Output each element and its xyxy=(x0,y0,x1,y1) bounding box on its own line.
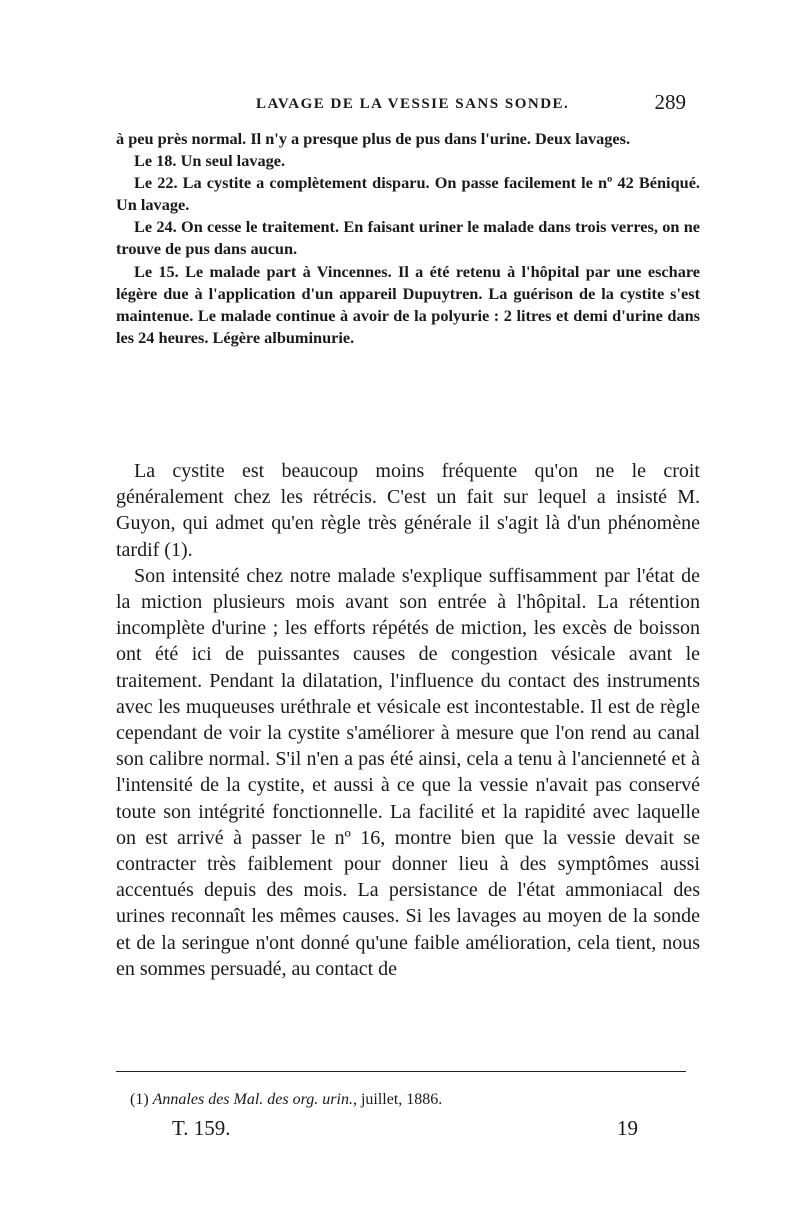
running-title: LAVAGE DE LA VESSIE SANS SONDE. xyxy=(256,96,570,112)
sheet-number: 19 xyxy=(617,1116,638,1140)
case-note-continuation: à peu près normal. Il n'y a presque plus de pus dans l'urine. Deux lavages. xyxy=(116,129,631,148)
running-head xyxy=(116,86,686,120)
footnote xyxy=(130,1091,442,1109)
signature-mark: T. 159. xyxy=(172,1116,231,1140)
discussion-paragraph: La cystite est beaucoup moins fréquente qu'on ne le croit généralement chez les rétrécis. C'est un fait sur lequel a insisté M. Guyon, qui admet qu'en règle très générale il s'agit là d'un phénomène tardif (1). xyxy=(116,460,700,561)
case-note-entry: Le 18. Un seul lavage. xyxy=(134,151,286,171)
case-note-entry: Le 24. On cesse le traitement. En faisant uriner le malade dans trois verres, on ne trouve de pus dans aucun. xyxy=(116,217,700,259)
footnote-journal: Annales des Mal. des org. urin. xyxy=(152,1091,353,1108)
footnote-rule xyxy=(116,1071,686,1072)
page-number: 289 xyxy=(654,90,686,114)
case-note-entry: Le 15. Le malade part à Vincennes. Il a été retenu à l'hôpital par une eschare légère due à l'application d'un appareil Dupuytren. La guérison de la cystite s'est maintenue. Le malade continue à avoir de la polyurie : 2 litres et demi d'urine dans les 24 heures. Légère albuminurie. xyxy=(116,261,700,347)
case-notes xyxy=(116,128,700,349)
discussion-paragraph: Son intensité chez notre malade s'explique suffisamment par l'état de la miction plusieurs mois avant son entrée à l'hôpital. La rétention incomplète d'urine ; les efforts répétés de miction, les excès de boisson ont été ici de puissantes causes de congestion vésicale avant le traitement. Pendant la dilatation, l'influence du contact des instruments avec les muqueuses uréthrale et vésicale est incontestable. Il est de règle cependant de voir la cystite s'améliorer à mesure que l'on rend au canal son calibre normal. S'il n'en a pas été ainsi, cela a tenu à l'ancienneté et à l'intensité de la cystite, et aussi à ce que la vessie n'avait pas conservé toute son intégrité fonctionnelle. La facilité et la rapidité avec laquelle on est arrivé à passer le nº 16, montre bien que la vessie devait se contracter très faiblement pour donner lieu à des symptômes aussi accentués depuis des mois. La persistance de l'état ammoniacal des urines reconnaît les mêmes causes. Si les lavages au moyen de la sonde et de la seringue n'ont donné qu'une faible amélioration, cela tient, nous en sommes persuadé, au contact de xyxy=(116,564,700,980)
case-note-entry: Le 22. La cystite a complètement disparu. On passe facilement le nº 42 Béniqué. Un lavage. xyxy=(116,173,700,215)
footnote-marker: (1) xyxy=(130,1091,149,1108)
footnote-date: , juillet, 1886. xyxy=(352,1091,443,1108)
discussion xyxy=(116,458,700,982)
